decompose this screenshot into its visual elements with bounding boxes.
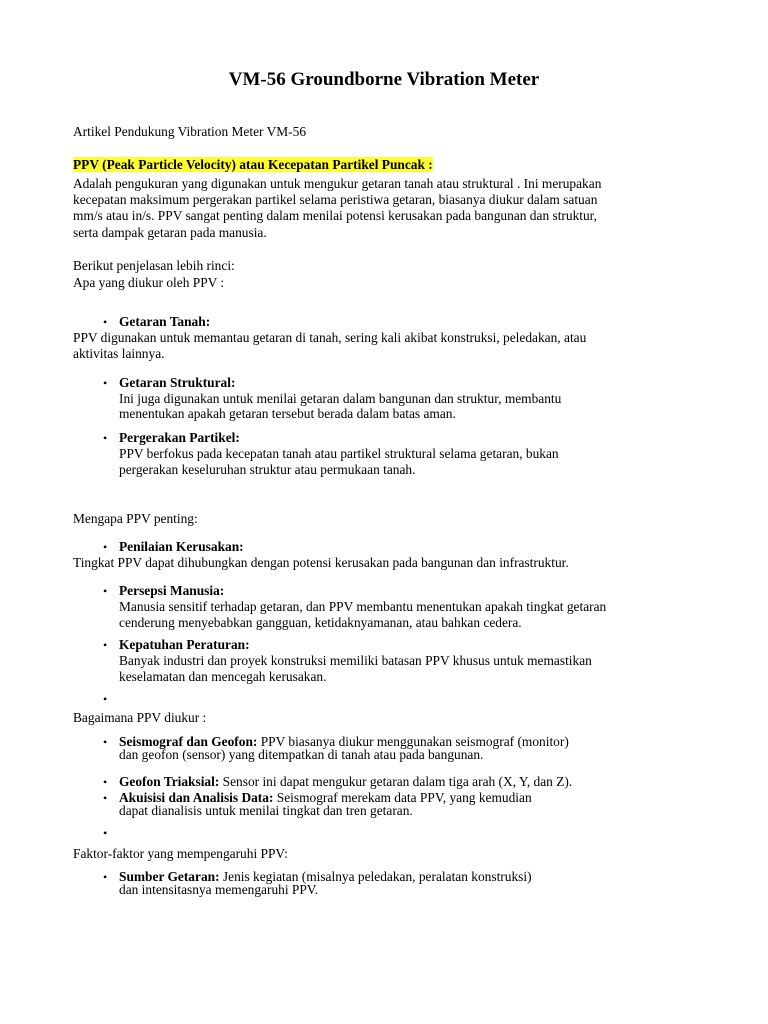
item-seismograf-dan-geofon-text: PPV biasanya diukur menggunakan seismograf (monitor) bbox=[257, 734, 569, 749]
item-geofon-triaksial-text: Sensor ini dapat mengukur getaran dalam tiga arah (X, Y, dan Z). bbox=[219, 774, 573, 789]
what-measured-heading: Apa yang diukur oleh PPV : bbox=[73, 275, 225, 290]
bullet-icon: • bbox=[103, 692, 108, 706]
intro-line-4: serta dampak getaran pada manusia. bbox=[73, 225, 267, 240]
bullet-icon: • bbox=[103, 735, 108, 749]
item-pergerakan-partikel-line-1: PPV berfokus pada kecepatan tanah atau partikel struktural selama getaran, bukan bbox=[119, 446, 559, 461]
item-seismograf-dan-geofon-title: Seismograf dan Geofon: bbox=[119, 734, 258, 749]
item-persepsi-manusia-line-2: cenderung menyebabkan gangguan, ketidaknyamanan, atau bahkan cedera. bbox=[119, 615, 522, 630]
item-sumber-getaran-line-2: dan intensitasnya memengaruhi PPV. bbox=[119, 882, 319, 897]
document-title: VM-56 Groundborne Vibration Meter bbox=[228, 69, 540, 90]
item-getaran-struktural-line-1: Ini juga digunakan untuk menilai getaran dalam bangunan dan struktur, membantu bbox=[119, 391, 562, 406]
item-akuisisi-data-title: Akuisisi dan Analisis Data: bbox=[119, 790, 274, 805]
item-penilaian-kerusakan-line-1: Tingkat PPV dapat dihubungkan dengan potensi kerusakan pada bangunan dan infrastruktur. bbox=[73, 555, 569, 570]
item-getaran-tanah-line-2: aktivitas lainnya. bbox=[73, 346, 165, 361]
bullet-icon: • bbox=[103, 584, 108, 598]
bullet-icon: • bbox=[103, 431, 108, 445]
highlighted-heading: PPV (Peak Particle Velocity) atau Kecepatan Partikel Puncak : bbox=[73, 157, 433, 172]
bullet-icon: • bbox=[103, 826, 108, 840]
bullet-icon: • bbox=[103, 870, 108, 884]
factors-heading: Faktor-faktor yang mempengaruhi PPV: bbox=[73, 846, 288, 861]
item-getaran-tanah-line-1: PPV digunakan untuk memantau getaran di tanah, sering kali akibat konstruksi, peledakan, atau bbox=[73, 330, 587, 345]
ppv-heading bbox=[73, 157, 433, 173]
bullet-icon: • bbox=[103, 791, 108, 805]
intro-line-1: Adalah pengukuran yang digunakan untuk mengukur getaran tanah atau struktural . Ini merupakan bbox=[73, 176, 602, 191]
item-getaran-tanah-title: Getaran Tanah: bbox=[119, 314, 211, 329]
bullet-icon: • bbox=[103, 376, 108, 390]
item-penilaian-kerusakan-title: Penilaian Kerusakan: bbox=[119, 539, 244, 554]
subtitle: Artikel Pendukung Vibration Meter VM-56 bbox=[73, 124, 307, 139]
item-persepsi-manusia-line-1: Manusia sensitif terhadap getaran, dan PPV membantu menentukan apakah tingkat getaran bbox=[119, 599, 607, 614]
item-getaran-struktural-line-2: menentukan apakah getaran tersebut berada dalam batas aman. bbox=[119, 406, 456, 421]
item-kepatuhan-peraturan-title: Kepatuhan Peraturan: bbox=[119, 637, 250, 652]
item-pergerakan-partikel-line-2: pergerakan keseluruhan struktur atau permukaan tanah. bbox=[119, 462, 416, 477]
item-persepsi-manusia-title: Persepsi Manusia: bbox=[119, 583, 225, 598]
item-kepatuhan-peraturan-line-1: Banyak industri dan proyek konstruksi memiliki batasan PPV khusus untuk memastikan bbox=[119, 653, 592, 668]
item-sumber-getaran-title: Sumber Getaran: bbox=[119, 869, 220, 884]
intro-line-2: kecepatan maksimum pergerakan partikel selama peristiwa getaran, biasanya diukur dalam satuan bbox=[73, 192, 598, 207]
bullet-icon: • bbox=[103, 638, 108, 652]
how-heading: Bagaimana PPV diukur : bbox=[73, 710, 207, 725]
item-geofon-triaksial bbox=[119, 774, 572, 790]
item-seismograf-dan-geofon-line-2: dan geofon (sensor) yang ditempatkan di tanah atau pada bangunan. bbox=[119, 747, 484, 762]
item-geofon-triaksial-title: Geofon Triaksial: bbox=[119, 774, 220, 789]
detail-intro: Berikut penjelasan lebih rinci: bbox=[73, 258, 235, 273]
bullet-icon: • bbox=[103, 540, 108, 554]
item-akuisisi-data-text: Seismograf merekam data PPV, yang kemudian bbox=[273, 790, 532, 805]
item-getaran-struktural-title: Getaran Struktural: bbox=[119, 375, 236, 390]
intro-line-3: mm/s atau in/s. PPV sangat penting dalam menilai potensi kerusakan pada bangunan dan struktur, bbox=[73, 208, 597, 223]
item-pergerakan-partikel-title: Pergerakan Partikel: bbox=[119, 430, 240, 445]
item-akuisisi-data-line-2: dapat dianalisis untuk menilai tingkat dan tren getaran. bbox=[119, 803, 413, 818]
item-kepatuhan-peraturan-line-2: keselamatan dan mencegah kerusakan. bbox=[119, 669, 327, 684]
bullet-icon: • bbox=[103, 315, 108, 329]
why-heading: Mengapa PPV penting: bbox=[73, 511, 198, 526]
bullet-icon: • bbox=[103, 775, 108, 789]
item-sumber-getaran-text: Jenis kegiatan (misalnya peledakan, peralatan konstruksi) bbox=[219, 869, 532, 884]
